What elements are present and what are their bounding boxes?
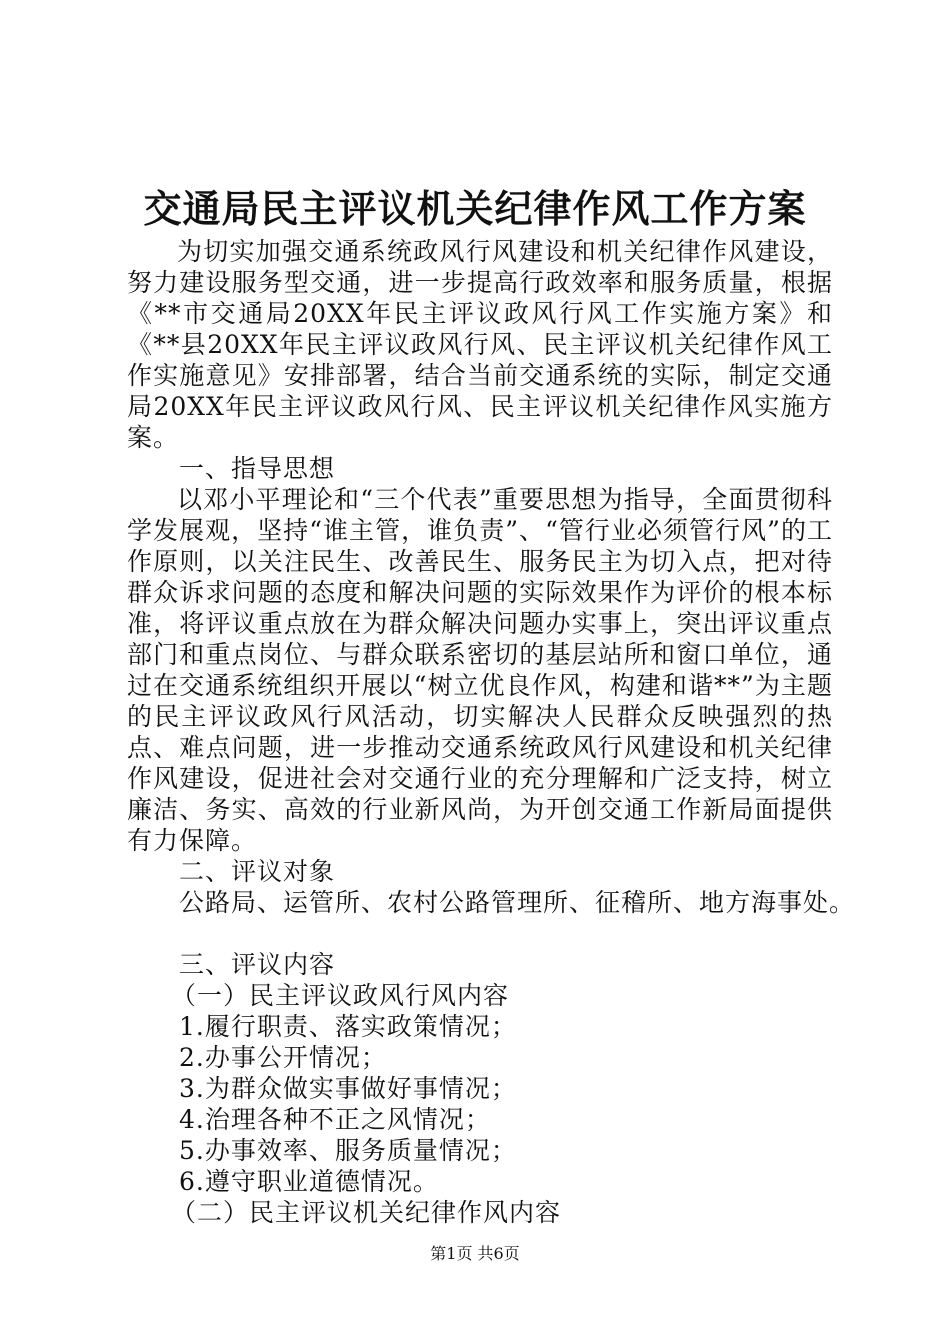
list-item: 6.遵守职业道德情况。	[179, 1167, 439, 1196]
subsection-heading-discipline-content: （二）民主评议机关纪律作风内容	[171, 1198, 562, 1227]
intro-paragraph: 为切实加强交通系统政风行风建设和机关纪律作风建设，努力建设服务型交通，进一步提高行政效率和服务质量，根据《**市交通局20XX年民主评议政风行风工作实施方案》和《**县20XX年民主评议政风行风、民主评议机关纪律作风工作实施意见》安排部署，结合当前交通系统的实际，制定交通局20XX年民主评议政风行风、民主评议机关纪律作风实施方案。	[127, 237, 833, 452]
document-title: 交通局民主评议机关纪律作风工作方案	[143, 186, 807, 231]
spacer	[127, 918, 833, 949]
guiding-ideology-paragraph: 以邓小平理论和“三个代表”重要思想为指导，全面贯彻科学发展观，坚持“谁主管，谁负责”、“管行业必须管行风”的工作原则，以关注民生、改善民生、服务民主为切入点，把对待群众诉求问题的态度和解决问题的实际效果作为评价的根本标准，将评议重点放在为群众解决问题办实事上，突出评议重点部门和重点岗位、与群众联系密切的基层站所和窗口单位，通过在交通系统组织开展以“树立优良作风，构建和谐**”为主题的民主评议政风行风活动，切实解决人民群众反映强烈的热点、难点问题，进一步推动交通系统政风行风建设和机关纪律作风建设，促进社会对交通行业的充分理解和广泛支持，树立廉洁、务实、高效的行业新风尚，为开创交通工作新局面提供有力保障。	[127, 485, 833, 855]
subsection-heading-style-content: （一）民主评议政风行风内容	[171, 981, 510, 1010]
evaluation-targets-text: 公路局、运管所、农村公路管理所、征稽所、地方海事处。	[179, 888, 856, 917]
list-item: 1.履行职责、落实政策情况；	[179, 1012, 517, 1041]
section-heading-evaluation-targets: 二、评议对象	[179, 857, 336, 886]
list-item: 3.为群众做实事做好事情况；	[179, 1074, 517, 1103]
section-heading-guiding-ideology: 一、指导思想	[179, 454, 336, 483]
list-item: 5.办事效率、服务质量情况；	[179, 1136, 517, 1165]
list-item: 4.治理各种不正之风情况；	[179, 1105, 491, 1134]
section-heading-evaluation-content: 三、评议内容	[179, 950, 336, 979]
page-number-footer: 第1页 共6页	[430, 1244, 520, 1263]
list-item: 2.办事公开情况；	[179, 1043, 387, 1072]
document-body	[127, 236, 856, 1228]
